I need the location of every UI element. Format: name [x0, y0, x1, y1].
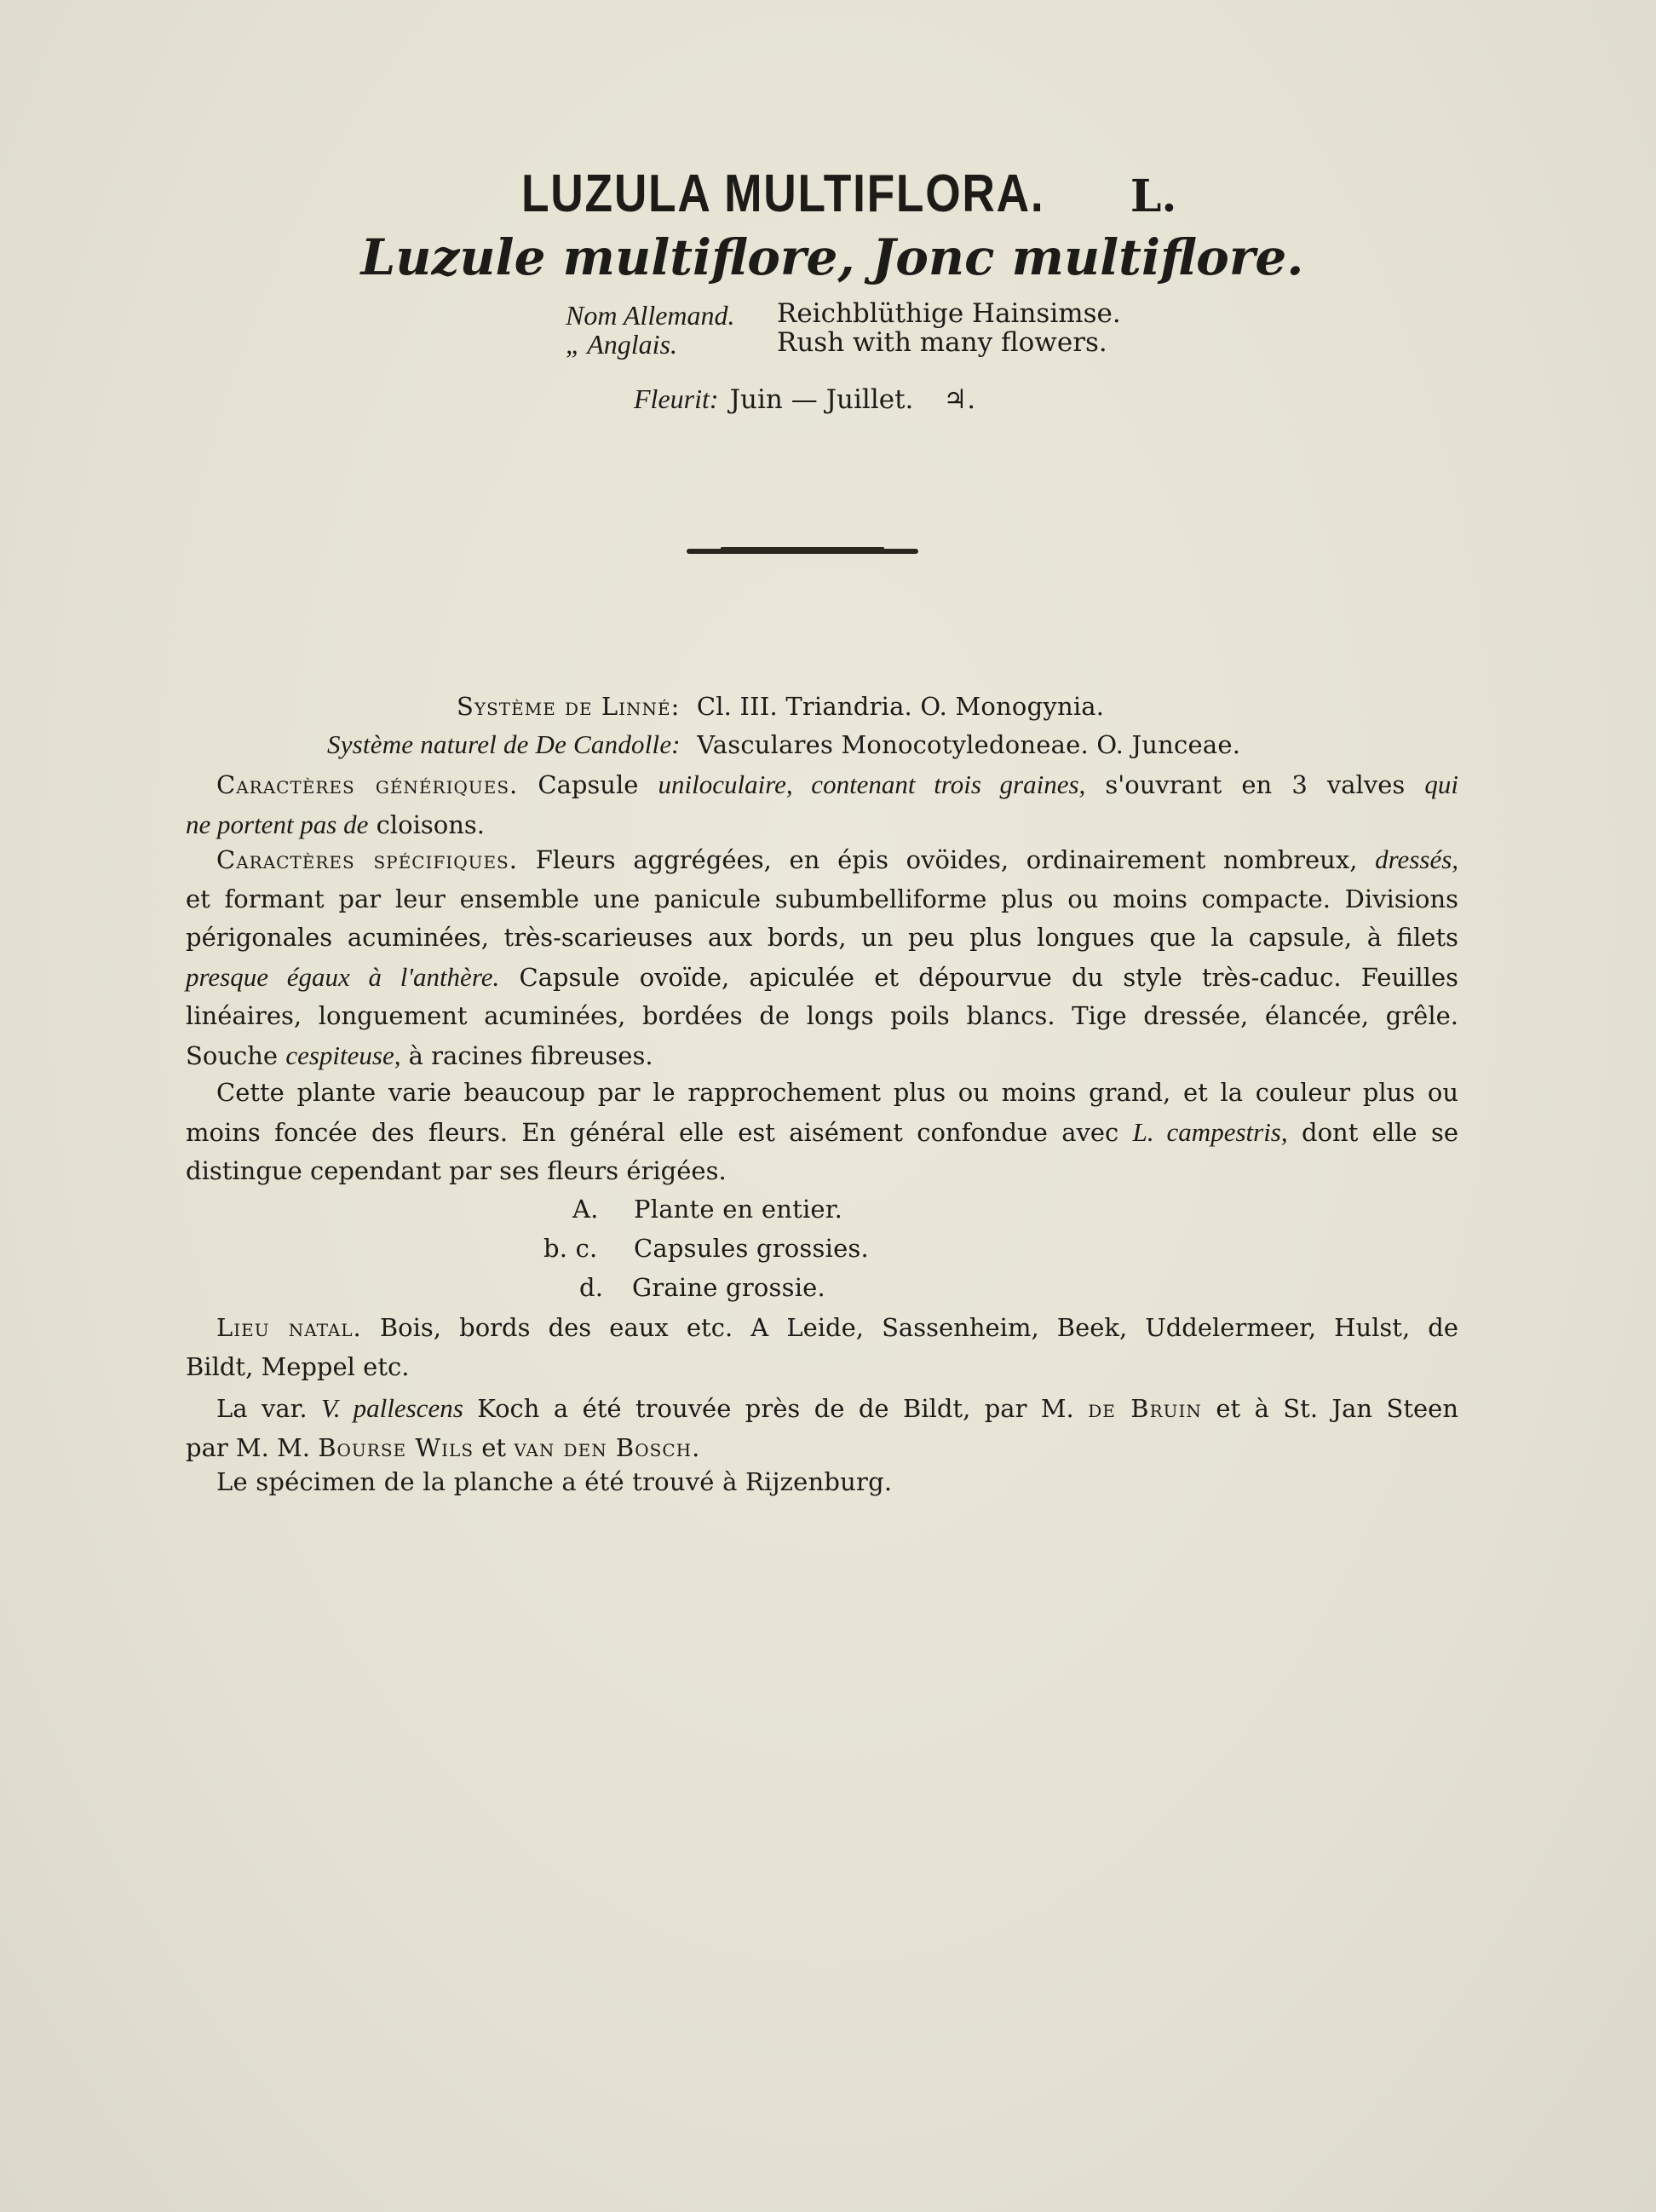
specific-italic: cespiteuse,	[285, 1040, 401, 1070]
title-mark: L.	[1130, 170, 1177, 222]
var-note-smallcaps: de Bruin	[1088, 1394, 1202, 1423]
flowering	[634, 383, 975, 415]
subtitle-text: Luzule multiflore, Jonc multiflore.	[360, 228, 1304, 286]
figure-text-d: Graine grossie.	[632, 1273, 825, 1302]
var-note-italic: V. pallescens	[320, 1393, 463, 1423]
linne-value: Cl. III. Triandria. O. Monogynia.	[696, 692, 1105, 721]
figure-key-d: d.	[579, 1273, 604, 1302]
generic-text: Capsule	[538, 770, 639, 799]
generic-text: cloisons.	[376, 809, 485, 839]
generic-italic: qui	[1424, 769, 1458, 799]
perennial-symbol: ♃.	[943, 384, 976, 415]
specific-text: Fleurs aggrégées, en épis ovöides, ordinairement nombreux,	[535, 845, 1358, 874]
generic-characters	[186, 765, 1458, 844]
generic-italic: uniloculaire, contenant trois graines,	[658, 769, 1086, 799]
var-note-text: par M. M.	[186, 1432, 310, 1462]
figure-text-a: Plante en entier.	[634, 1195, 843, 1224]
name-german-value: Reichblüthige Hainsimse.	[777, 298, 1121, 329]
var-note-text: et	[481, 1432, 507, 1462]
specific-text: Capsule ovoïde, apiculée et dépourvue du style très-caduc. Feuilles	[519, 962, 1459, 992]
variation-text: moins foncée des fleurs. En général elle est aisément confondue avec	[186, 1117, 1119, 1147]
specific-line-4	[186, 958, 1458, 998]
generic-text: s'ouvrant en 3 valves	[1105, 770, 1406, 799]
var-note-text: La var.	[216, 1394, 308, 1423]
specific-line-5: linéaires, longuement acuminées, bordées de longs poils blancs. Tige dressée, élancée, grêle.	[186, 1001, 1458, 1030]
var-note-text: et à St. Jan Steen	[1216, 1394, 1459, 1423]
separator-rule	[687, 549, 918, 554]
name-german-label: Nom Allemand.	[566, 300, 735, 331]
var-note-smallcaps: Bourse Wils	[318, 1432, 474, 1462]
habitat-text: Bois, bords des eaux etc. A Leide, Sassenheim, Beek, Uddelermeer, Hulst, de	[379, 1313, 1458, 1342]
variation-italic: L. campestris,	[1132, 1116, 1288, 1147]
specific-italic: dressés,	[1375, 844, 1459, 874]
var-note-line-1	[186, 1389, 1458, 1429]
name-english-value: Rush with many flowers.	[777, 327, 1107, 358]
specific-label: Caractères spécifiques.	[216, 845, 518, 874]
specific-line-1	[186, 840, 1458, 880]
var-note-smallcaps: van den Bosch.	[514, 1432, 701, 1462]
figure-text-bc: Capsules grossies.	[634, 1234, 869, 1263]
specific-text: Souche	[186, 1040, 279, 1070]
generic-label: Caractères génériques.	[216, 770, 519, 799]
flowering-label: Fleurit:	[634, 383, 719, 414]
variation-line-2	[186, 1113, 1458, 1153]
specific-line-2: et formant par leur ensemble une panicule subumbelliforme plus ou moins compacte. Divisions	[186, 884, 1458, 913]
var-note-text: Koch a été trouvée près de de Bildt, par M.	[477, 1394, 1074, 1423]
name-german	[566, 300, 735, 331]
habitat-paragraph	[186, 1309, 1458, 1386]
linne-label: Système de Linné:	[457, 692, 681, 721]
flowering-value: Juin — Juillet.	[729, 384, 914, 415]
var-note-paragraph	[186, 1389, 1458, 1467]
name-english	[566, 329, 677, 360]
specific-line-6	[186, 1036, 1458, 1076]
name-english-value-wrap	[777, 327, 1107, 358]
variation-text: dont elle se	[1302, 1117, 1458, 1147]
variation-paragraph	[186, 1074, 1458, 1191]
specimen-note: Le spécimen de la planche a été trouvé à Rijzenburg.	[216, 1467, 893, 1496]
title-text: LUZULA MULTIFLORA.	[521, 164, 1045, 223]
generic-line-2	[186, 805, 1458, 845]
habitat-line-1	[186, 1309, 1458, 1348]
candolle-label: Système naturel de De Candolle:	[327, 729, 681, 759]
figure-key-a: A.	[572, 1195, 599, 1224]
habitat-line-2: Bildt, Meppel etc.	[186, 1351, 410, 1381]
variation-line-1: Cette plante varie beaucoup par le rapprochement plus ou moins grand, et la couleur plus ou	[216, 1078, 1458, 1107]
page-title	[0, 164, 1656, 224]
generic-line-1	[186, 765, 1458, 805]
habitat-label: Lieu natal.	[216, 1313, 362, 1342]
generic-italic: ne portent pas de	[186, 809, 369, 839]
page-subtitle	[0, 228, 1656, 286]
specific-characters	[186, 840, 1458, 1075]
variation-line-3: distingue cependant par ses fleurs érigées.	[186, 1156, 727, 1185]
name-english-label: „ Anglais.	[566, 329, 677, 360]
candolle-system	[327, 729, 1240, 760]
linne-system	[457, 692, 1104, 721]
figure-key-bc: b. c.	[543, 1234, 598, 1263]
specific-italic: presque égaux à l'anthère.	[186, 961, 500, 992]
name-german-value-wrap	[777, 298, 1121, 329]
var-note-line-2	[186, 1429, 1458, 1468]
specific-text: à racines fibreuses.	[408, 1040, 653, 1070]
specific-line-3: périgonales acuminées, très-scarieuses aux bords, un peu plus longues que la capsule, à filets	[186, 923, 1458, 952]
candolle-value: Vasculares Monocotyledoneae. O. Junceae.	[697, 730, 1241, 759]
